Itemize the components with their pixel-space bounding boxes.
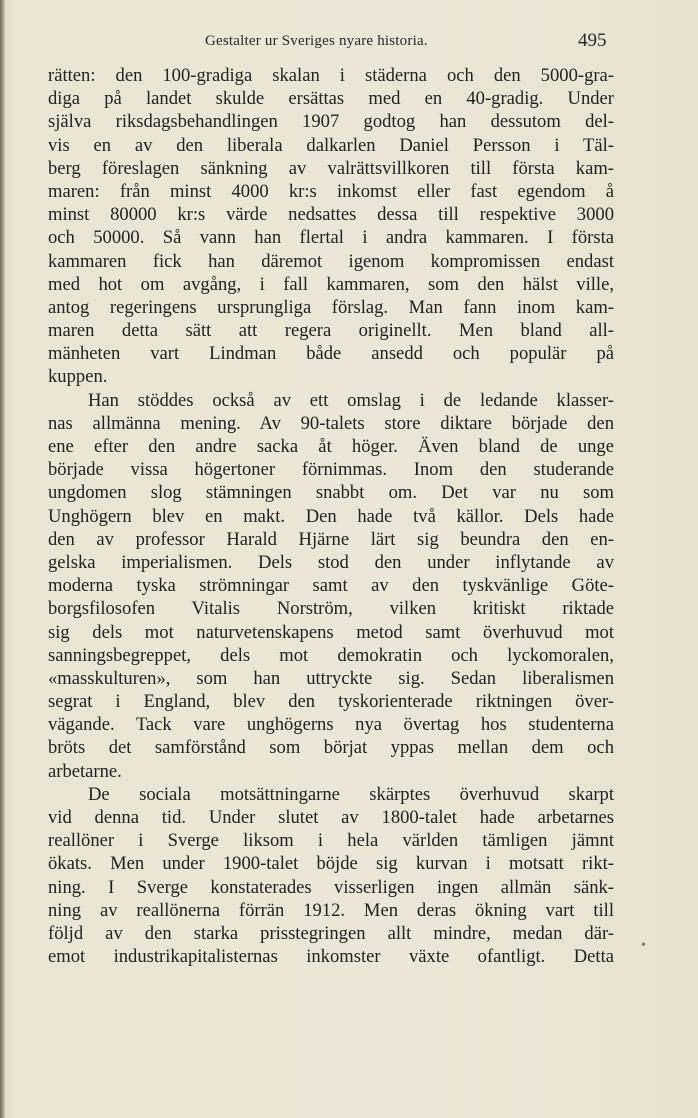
text-line: bröts det samförstånd som börjat yppas mellan dem och — [48, 737, 614, 759]
text-line: «masskulturen», som han uttryckte sig. Sedan liberalismen — [48, 667, 614, 689]
text-line: reallöner i Sverge liksom i hela världen tämligen jämnt — [48, 830, 614, 852]
text-line: borgsfilosofen Vitalis Norström, vilken kritiskt riktade — [48, 598, 614, 620]
text-line: segrat i England, blev den tyskorienterade riktningen över- — [48, 691, 614, 713]
text-line: mänheten vart Lindman både ansedd och populär på — [48, 343, 614, 365]
text-line: kammaren fick han däremot igenom kompromissen endast — [48, 250, 614, 272]
text-line: med hot om avgång, i fall kammaren, som den hälst ville, — [48, 273, 614, 295]
text-line: ning av reallönerna förrän 1912. Men deras ökning vart till — [48, 899, 614, 921]
text-line: ene efter den andre sacka åt höger. Även bland de unge — [48, 436, 614, 457]
text-line: gelska imperialismen. Dels stod den under inflytande av — [48, 551, 614, 573]
text-line: ökats. Men under 1900-talet böjde sig kurvan i motsatt rikt- — [48, 853, 614, 875]
text-line: maren detta sätt att regera originellt. Men bland all- — [48, 320, 614, 342]
text-line: minst 80000 kr:s värde nedsattes dessa till respektive 3000 — [48, 204, 614, 226]
text-line: De sociala motsättningarne skärptes överhuvud skarpt — [88, 783, 614, 805]
text-line: följd av den starka prisstegringen allt mindre, medan där- — [48, 922, 614, 944]
stray-ink-mark: • — [641, 938, 646, 953]
text-line: moderna tyska strömningar samt av den tyskvänlige Göte- — [48, 575, 614, 597]
running-title: Gestalter ur Sveriges nyare historia. — [205, 33, 428, 49]
text-line: vis en av den liberala dalkarlen Daniel Persson i Täl- — [48, 134, 614, 156]
text-line: diga på landet skulde ersättas med en 40-gradig. Under — [48, 88, 614, 110]
text-line: maren: från minst 4000 kr:s inkomst eller fast egendom å — [48, 180, 614, 202]
text-line: kuppen. — [48, 366, 108, 388]
text-line: berg föreslagen sänkning av valrättsvillkoren till första kam- — [48, 157, 614, 179]
text-line: själva riksdagsbehandlingen 1907 godtog han dessutom del- — [48, 111, 614, 133]
text-line: arbetarne. — [48, 760, 122, 782]
text-line: ungdomen slog stämningen snabbt om. Det var nu som — [48, 482, 614, 504]
text-line: antog regeringens ursprungliga förslag. Man fann inom kam- — [48, 296, 614, 318]
text-line: vägande. Tack vare unghögerns nya övertag hos studenterna — [48, 714, 614, 736]
text-line: den av professor Harald Hjärne lärt sig beundra den en- — [48, 528, 614, 550]
binding-edge — [0, 0, 5, 1118]
text-line: rätten: den 100-gradiga skalan i städerna och den 5000-gra- — [48, 65, 614, 86]
text-line: Unghögern blev en makt. Den hade två källor. Dels hade — [48, 505, 614, 527]
body-text — [48, 64, 614, 968]
text-line: emot industrikapitalisternas inkomster växte ofantligt. Detta — [48, 946, 614, 968]
text-line: sig dels mot naturvetenskapens metod samt överhuvud mot — [48, 621, 614, 643]
text-line: Han stöddes också av ett omslag i de ledande klasser- — [88, 389, 614, 411]
page-number: 495 — [578, 30, 607, 51]
text-line: sanningsbegreppet, dels mot demokratin och lyckomoralen, — [48, 644, 614, 666]
text-line: och 50000. Så vann han flertal i andra kammaren. I första — [48, 227, 614, 249]
text-line: ning. I Sverge konstaterades visserligen ingen allmän sänk- — [48, 876, 614, 898]
text-line: vid denna tid. Under slutet av 1800-talet hade arbetarnes — [48, 807, 614, 828]
text-line: nas allmänna mening. Av 90-talets store diktare började den — [48, 412, 614, 434]
text-line: började vissa högertoner förnimmas. Inom den studerande — [48, 459, 614, 481]
